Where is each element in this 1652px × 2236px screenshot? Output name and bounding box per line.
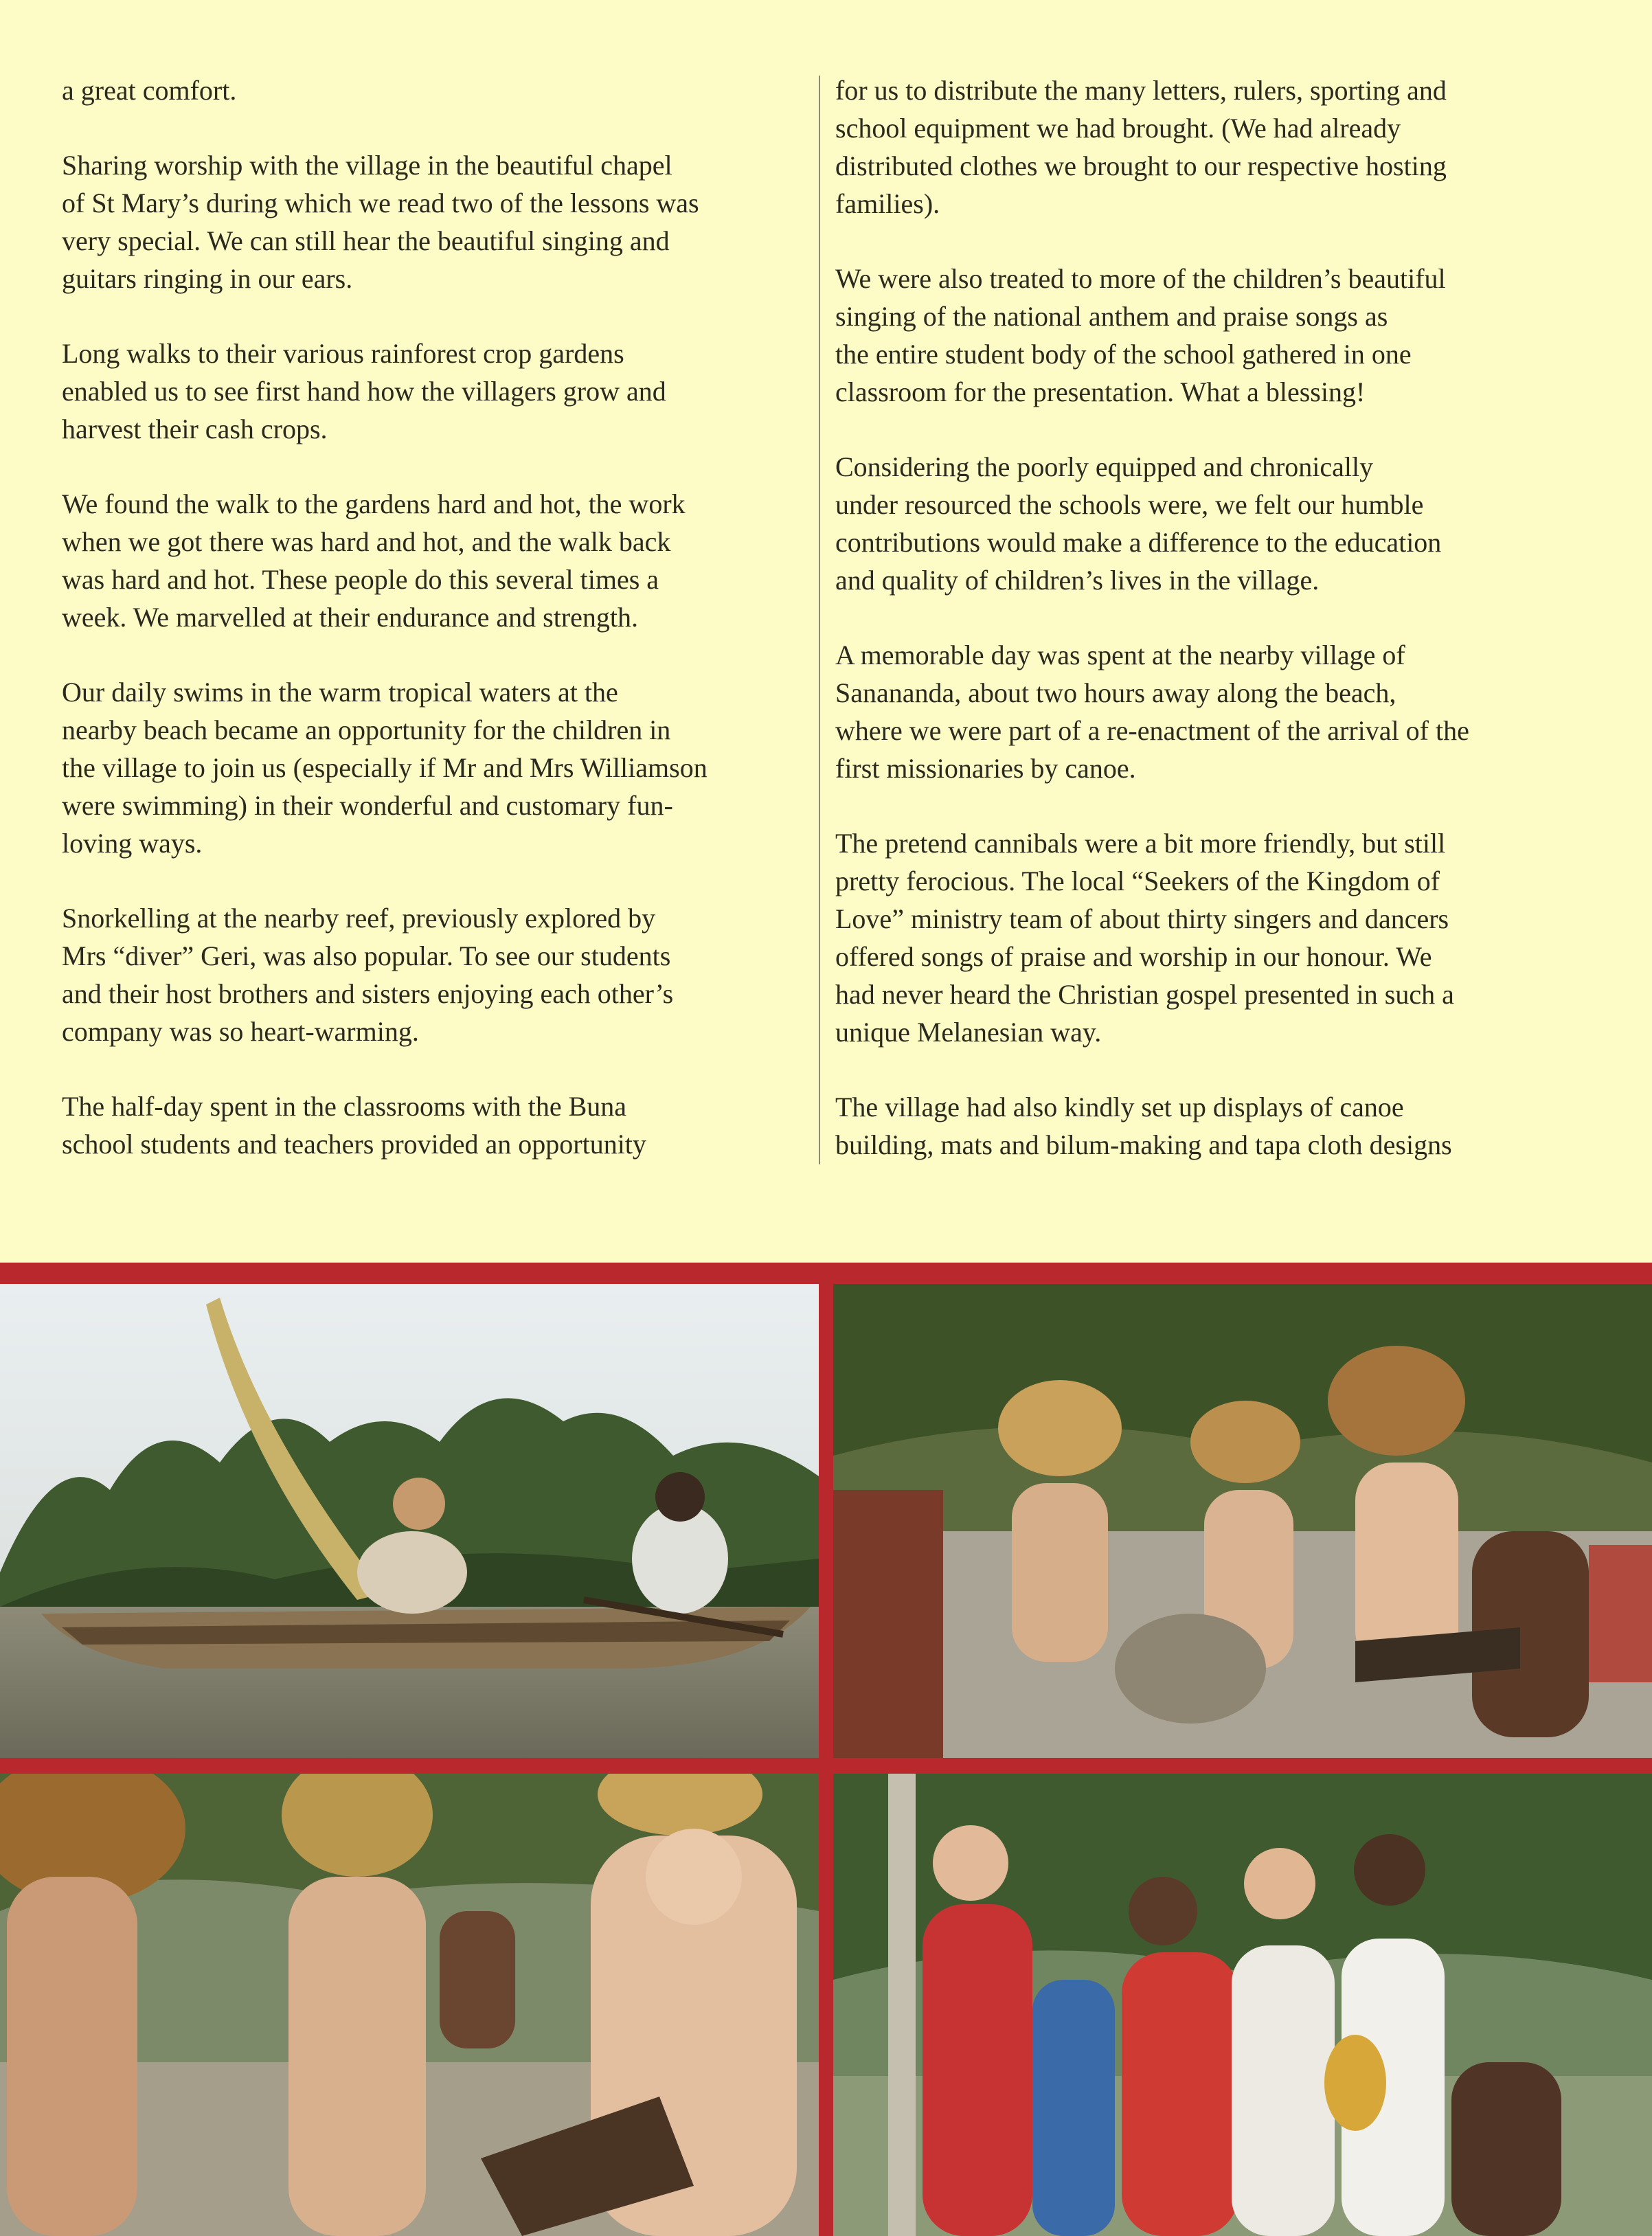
paragraph: Snorkelling at the nearby reef, previously explored by Mrs “diver” Geri, was also popular. To see our students and their host brothers and sisters enjoying each other’s company was so heart-warming. (62, 903, 674, 1047)
photo-dancers (833, 1284, 1652, 1758)
paragraph: We found the walk to the gardens hard and hot, the work when we got there was hard and hot, and the walk back was hard and hot. These people do this several times a week. We marvelled at their endurance and strength. (62, 488, 686, 633)
paragraph: Our daily swims in the warm tropical waters at the nearby beach became an opportunity for the children in the village to join us (especially if Mr and Mrs Williamson were swimming) in their wonderful and customary fun- loving ways. (62, 677, 708, 859)
paragraph: Considering the poorly equipped and chronically under resourced the schools were, we felt our humble contributions would make a difference to the education and quality of children’s lives in the village. (835, 451, 1442, 596)
paragraph: We were also treated to more of the children’s beautiful singing of the national anthem and praise songs as the entire student body of the school gathered in one classroom for the presentation. What a blessing! (835, 263, 1446, 407)
paragraph: for us to distribute the many letters, rulers, sporting and school equipment we had brought. (We had already distributed clothes we brought to our respective hosting families). (835, 75, 1447, 219)
paragraph: The half-day spent in the classrooms with the Buna school students and teachers provided an opportunity (62, 1091, 646, 1160)
paragraph: Sharing worship with the village in the beautiful chapel of St Mary’s during which we read two of the lessons was very special. We can still hear the beautiful singing and guitars ringing in our ears. (62, 150, 699, 294)
article-column-left (62, 71, 804, 1163)
paragraph: A memorable day was spent at the nearby village of Sananandа, about two hours away along the beach, where we were part of a re-enactment of the arrival of the first missionaries by canoe. (835, 640, 1469, 784)
paragraph: The pretend cannibals were a bit more friendly, but still pretty ferocious. The local “Seekers of the Kingdom of Love” ministry team of about thirty singers and dancers offered songs of praise and worship in our honour. We had never heard the Christian gospel presented in such a unique Melanesian way. (835, 828, 1454, 1048)
column-divider (819, 76, 820, 1164)
paragraph: Long walks to their various rainforest crop gardens enabled us to see first hand how the villagers grow and harvest their cash crops. (62, 338, 666, 444)
photo-drummer (0, 1774, 819, 2236)
photo-canoe (0, 1284, 819, 1758)
photo-group (833, 1774, 1652, 2236)
article-column-right (835, 71, 1577, 1164)
paragraph: a great comfort. (62, 75, 237, 106)
paragraph: The village had also kindly set up displays of canoe building, mats and bilum-making and tapa cloth designs (835, 1092, 1452, 1160)
